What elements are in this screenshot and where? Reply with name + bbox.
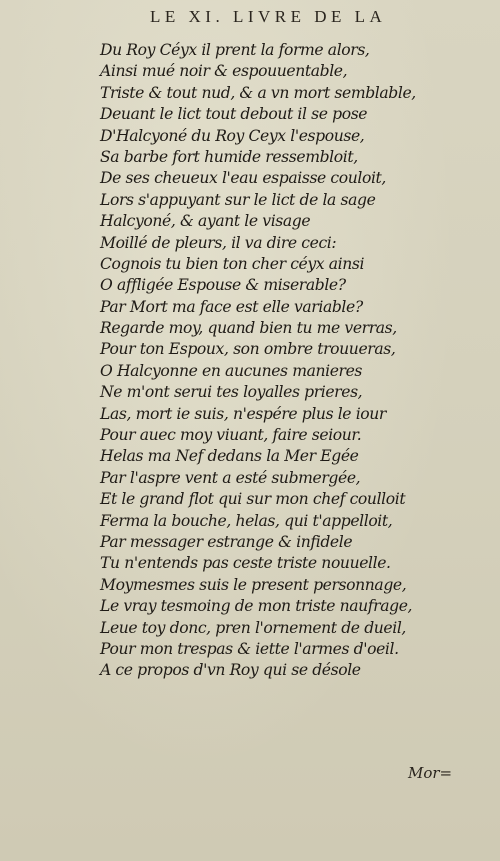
verse-line: Par messager estrange & infidele bbox=[100, 532, 353, 551]
verse-line: Et le grand flot qui sur mon chef coulloit bbox=[100, 490, 406, 509]
verse-line: O affligée Espouse & miserable? bbox=[100, 276, 346, 295]
verse-line: Regarde moy, quand bien tu me verras, bbox=[100, 319, 397, 338]
verse-line: Pour mon trespas & iette l'armes d'oeil. bbox=[100, 639, 399, 658]
running-head: LE XI. LIVRE DE LA bbox=[150, 7, 387, 26]
verse-line: Moillé de pleurs, il va dire ceci: bbox=[100, 233, 337, 252]
verse-line: De ses cheueux l'eau espaisse couloit, bbox=[100, 169, 386, 188]
verse-line: Leue toy donc, pren l'ornement de dueil, bbox=[100, 618, 406, 637]
verse-line: Helas ma Nef dedans la Mer Egée bbox=[100, 447, 359, 466]
verse-line: Las, mort ie suis, n'espére plus le iour bbox=[100, 404, 386, 423]
catchword: Mor= bbox=[408, 764, 453, 782]
verse-line: Tu n'entends pas ceste triste nouuelle. bbox=[100, 554, 391, 573]
verse-line: Ne m'ont serui tes loyalles prieres, bbox=[100, 383, 363, 402]
verse-line: Moymesmes suis le present personnage, bbox=[100, 575, 407, 594]
verse-line: Ferma la bouche, helas, qui t'appelloit, bbox=[100, 511, 393, 530]
verse-line: Lors s'appuyant sur le lict de la sage bbox=[100, 190, 376, 209]
verse-line: Triste & tout nud, & a vn mort semblable, bbox=[100, 83, 416, 102]
verse-line: A ce propos d'vn Roy qui se désole bbox=[100, 661, 361, 680]
verse-line: Le vray tesmoing de mon triste naufrage, bbox=[100, 597, 413, 616]
verse-line: Sa barbe fort humide ressembloit, bbox=[100, 147, 358, 166]
verse-line: Par l'aspre vent a esté submergée, bbox=[100, 468, 361, 487]
verse-block bbox=[100, 40, 490, 682]
verse-line: Pour auec moy viuant, faire seiour. bbox=[100, 426, 362, 445]
verse-line: Pour ton Espoux, son ombre trouueras, bbox=[100, 340, 396, 359]
verse-line: O Halcyonne en aucunes manieres bbox=[100, 361, 363, 380]
verse-line: D'Halcyoné du Roy Ceyx l'espouse, bbox=[100, 126, 365, 145]
verse-line: Du Roy Céyx il prent la forme alors, bbox=[100, 41, 370, 59]
verse-line: Ainsi mué noir & espouuentable, bbox=[100, 62, 348, 81]
verse-line: Par Mort ma face est elle variable? bbox=[100, 297, 363, 316]
verse-line: Cognois tu bien ton cher céyx ainsi bbox=[100, 254, 365, 273]
verse-line: Halcyoné, & ayant le visage bbox=[100, 212, 311, 231]
verse-line: Deuant le lict tout debout il se pose bbox=[100, 105, 368, 124]
